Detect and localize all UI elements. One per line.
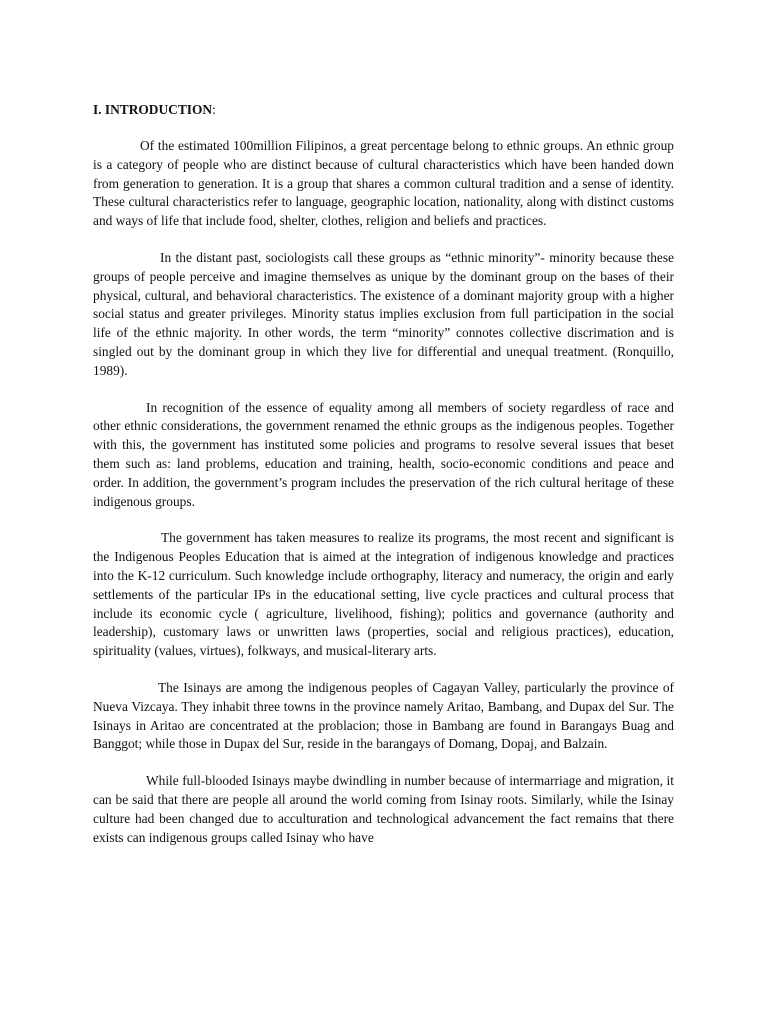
section-heading: [93, 100, 674, 119]
paragraph-4: The government has taken measures to realize its programs, the most recent and significant is the Indigenous Peoples Education that is aimed at the integration of indigenous knowledge and practices into the K-12 curriculum. Such knowledge include orthography, literacy and numeracy, the origin and early settlements of the particular IPs in the educational setting, live cycle practices and cultural process that include its economic cycle ( agriculture, livelihood, fishing); politics and governance (authority and leadership), customary laws or unwritten laws (properties, social and religious practices), education, spirituality (values, virtues), folkways, and musical-literary arts.: [93, 530, 674, 659]
section-heading-colon: :: [212, 102, 216, 117]
section-heading-title: I. INTRODUCTION: [93, 102, 213, 117]
paragraph-2: In the distant past, sociologists call these groups as “ethnic minority”- minority because these groups of people perceive and imagine themselves as unique by the dominant group on the bases of their physical, cultural, and behavioral characteristics. The existence of a dominant majority group with a higher social status and greater privileges. Minority status implies exclusion from full participation in the social life of the ethnic majority. In other words, the term “minority” connotes collective discrimation and is singled out by the dominant group in which they live for differential and unequal treatment. (Ronquillo, 1989).: [93, 249, 674, 378]
paragraph-3: In recognition of the essence of equality among all members of society regardless of race and other ethnic considerations, the government renamed the ethnic groups as the indigenous peoples. Together with this, the government has instituted some policies and programs to resolve several issues that beset them such as: land problems, education and training, health, socio-economic conditions and peace and order. In addition, the government’s program includes the preservation of the rich cultural heritage of these indigenous groups.: [93, 399, 674, 509]
document-page: [93, 100, 674, 865]
paragraph-5: The Isinays are among the indigenous peoples of Cagayan Valley, particularly the province of Nueva Vizcaya. They inhabit three towns in the province namely Aritao, Bambang, and Dupax del Sur. The Isinays in Aritao are concentrated at the problacion; those in Bambang are found in Barangays Buag and Banggot; while those in Dupax del Sur, reside in the barangays of Domang, Dopaj, and Balzain.: [93, 679, 674, 752]
paragraph-6: While full-blooded Isinays maybe dwindling in number because of intermarriage and migration, it can be said that there are people all around the world coming from Isinay roots. Similarly, while the Isinay culture had been changed due to acculturation and technological advancement the fact remains that there exists can indigenous groups called Isinay who have: [93, 773, 674, 845]
paragraph-1: Of the estimated 100million Filipinos, a great percentage belong to ethnic groups. An ethnic group is a category of people who are distinct because of cultural characteristics which have been handed down from generation to generation. It is a group that shares a common cultural tradition and a sense of identity. These cultural characteristics refer to language, geographic location, nationality, along with distinct customs and ways of life that include food, shelter, clothes, religion and beliefs and practices.: [93, 138, 674, 229]
